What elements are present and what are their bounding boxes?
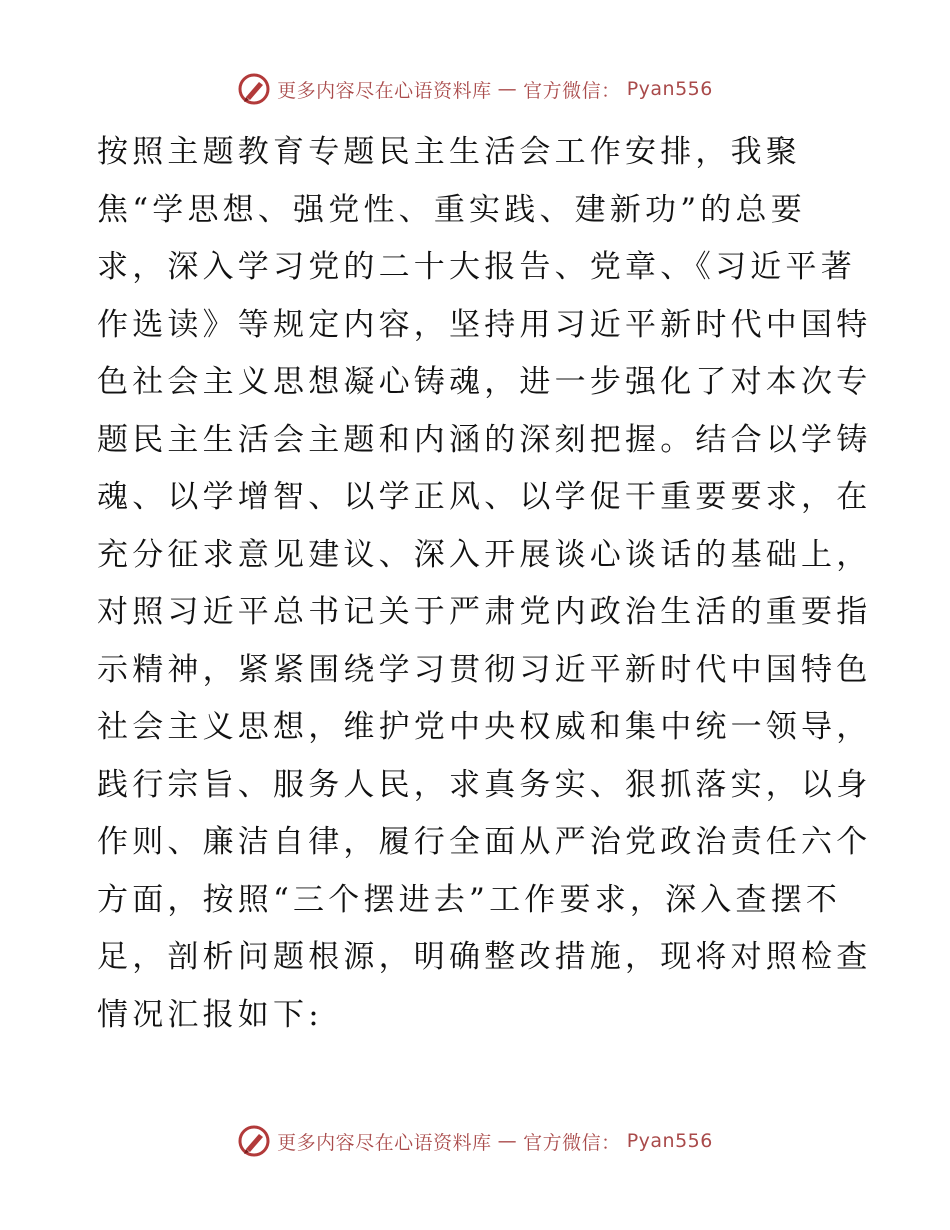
footer-watermark [0,1124,950,1158]
paragraph-line: 题民主生活会主题和内涵的深刻把握。结合以学铸 [97,421,872,458]
paragraph-line: 作则、廉洁自律，履行全面从严治党政治责任六个 [97,824,872,860]
paragraph-line: 充分征求意见建议、深入开展谈心谈话的基础上， [97,536,872,573]
paragraph-line: 方面，按照“三个摆进去”工作要求，深入查摆不 [97,881,842,918]
watermark-text: 更多内容尽在心语资料库 [277,79,492,102]
paragraph-line: 色社会主义思想凝心铸魂，进一步强化了对本次专 [97,364,872,400]
paragraph-line: 足，剖析问题根源，明确整改措施，现将对照检查 [97,939,872,975]
header-watermark [0,72,950,106]
body-paragraph [97,124,872,1044]
watermark-text: 更多内容尽在心语资料库 [277,1131,492,1154]
paragraph-line: 示精神，紧紧围绕学习贯彻习近平新时代中国特色 [97,651,872,688]
watermark-handle: Pyan556 [626,1130,713,1152]
watermark-handle: Pyan556 [626,78,713,100]
paragraph-line: 按照主题教育专题民主生活会工作安排，我聚 [97,134,801,170]
watermark-wechat-label: 官方微信： [523,1131,621,1154]
watermark-separator: — [497,1130,518,1152]
pen-logo-icon [237,72,271,106]
paragraph-line: 焦“学思想、强党性、重实践、建新功”的总要 [97,191,806,228]
paragraph-line: 求，深入学习党的二十大报告、党章、《习近平著 [97,249,856,285]
paragraph-line: 作选读》等规定内容，坚持用习近平新时代中国特 [97,306,872,343]
watermark-separator: — [497,78,518,100]
paragraph-line: 魂、以学增智、以学正风、以学促干重要要求，在 [97,479,872,515]
paragraph-line: 对照习近平总书记关于严肃党内政治生活的重要指 [97,594,872,630]
paragraph-line: 社会主义思想，维护党中央权威和集中统一领导， [97,709,872,745]
paragraph-line: 践行宗旨、服务人民，求真务实、狠抓落实，以身 [97,766,872,803]
pen-logo-icon [237,1124,271,1158]
watermark-wechat-label: 官方微信： [523,79,621,102]
paragraph-line: 情况汇报如下: [97,996,323,1033]
